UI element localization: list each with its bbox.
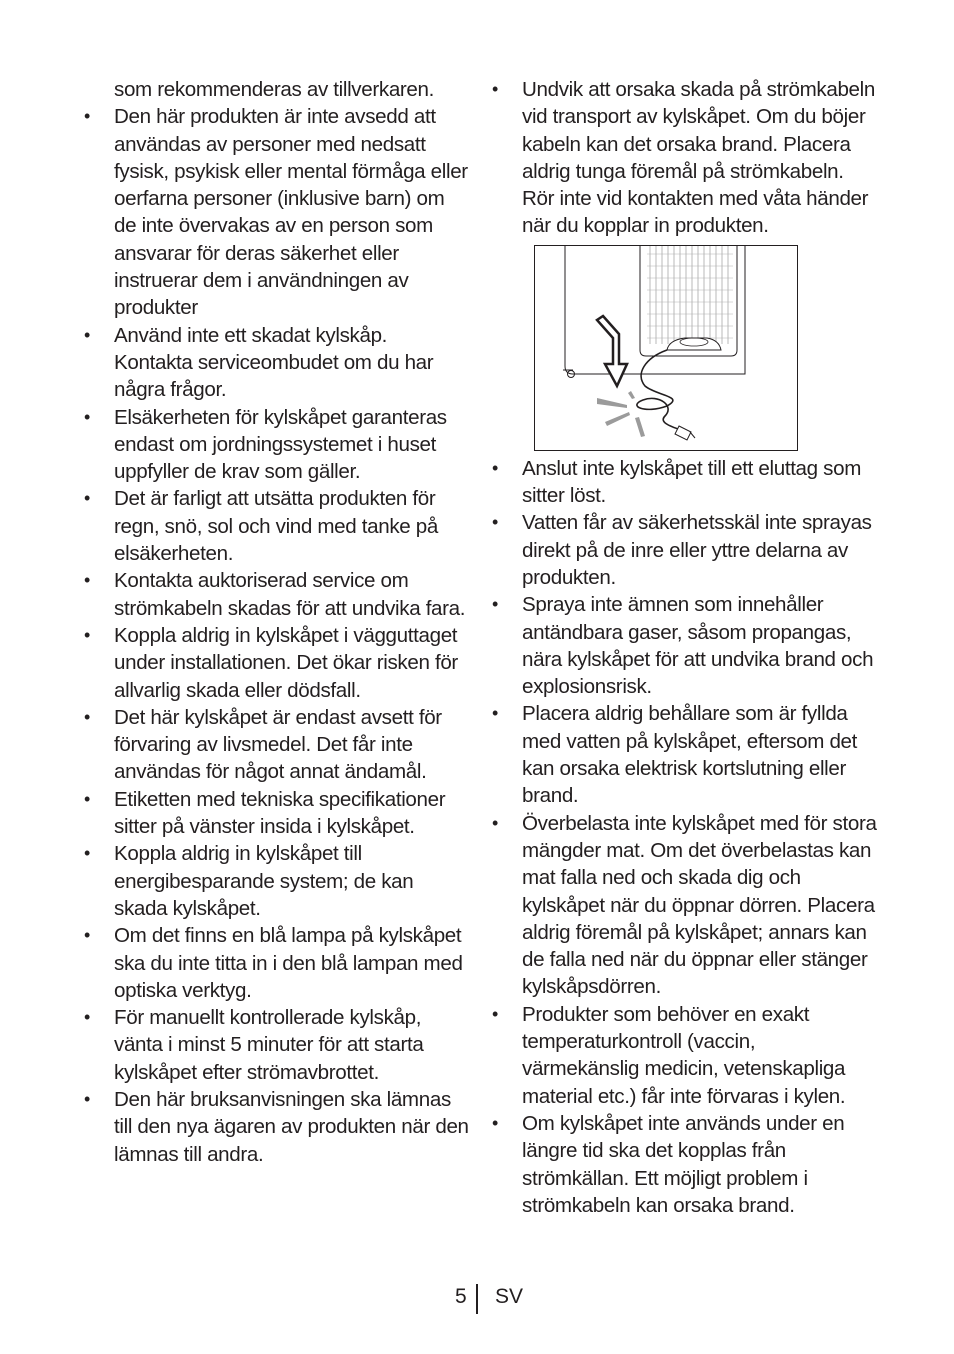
page-footer: [0, 1284, 954, 1316]
list-item-text: Produkter som behöver en exakt temperaturkontroll (vaccin, värmekänslig medicin, vetenskapliga material etc.) får inte förvaras i kylen.: [522, 1002, 846, 1108]
bullet-icon: •: [492, 1003, 498, 1024]
bullet-icon: •: [84, 843, 90, 864]
left-bullet-list: [84, 103, 469, 1168]
list-item-text: Koppla aldrig in kylskåpet i vägguttaget under installationen. Det ökar risken för allvarlig skada eller dödsfall.: [114, 623, 458, 702]
list-item: [492, 1001, 877, 1110]
footer-divider: [476, 1284, 478, 1314]
list-item: [492, 591, 877, 700]
bullet-icon: •: [84, 324, 90, 345]
list-item: [84, 1004, 469, 1086]
bullet-icon: •: [84, 106, 90, 127]
power-cable-illustration: [534, 245, 798, 451]
list-item-text: Överbelasta inte kylskåpet med för stora mängder mat. Om det överbelastas kan mat falla ned och skada dig och kylskåpet när du öppnar dörren. Placera aldrig föremål på kylskåpet; annars kan de falla ned när du öppnar eller stänger kylskåpsdörren.: [522, 811, 877, 999]
right-column: [492, 76, 877, 1219]
bullet-icon: •: [84, 706, 90, 727]
list-item-text: Undvik att orsaka skada på strömkabeln vid transport av kylskåpet. Om du böjer kabeln kan det orsaka brand. Placera aldrig tunga föremål på strömkabeln. Rör inte vid kontakten med våta händer när du kopplar in produkten.: [522, 78, 875, 238]
bullet-icon: •: [84, 488, 90, 509]
list-item: [84, 485, 469, 567]
left-column: [84, 76, 469, 1168]
bullet-icon: •: [84, 788, 90, 809]
list-item: [84, 567, 469, 622]
list-item: [492, 700, 877, 809]
right-bullet-list-bottom: [492, 455, 877, 1219]
list-item-text: Den här produkten är inte avsedd att användas av personer med nedsatt fysisk, psykisk eller mental förmåga eller oerfarna personer (inklusive barn) om de inte övervakas av en person som ansvarar för deras säkerhet eller instruerar dem i användningen av produkter: [114, 105, 468, 320]
list-item: [84, 704, 469, 786]
list-item: [84, 103, 469, 321]
bullet-icon: •: [84, 624, 90, 645]
list-item-text: Om kylskåpet inte används under en längre tid ska det kopplas från strömkällan. Ett möjligt problem i strömkabeln kan orsaka brand.: [522, 1111, 845, 1217]
list-item-text: Spraya inte ämnen som innehåller antändbara gaser, såsom propangas, nära kylskåpet för att undvika brand och explosionsrisk.: [522, 593, 874, 699]
bullet-icon: •: [492, 812, 498, 833]
list-item-text: Använd inte ett skadat kylskåp. Kontakta serviceombudet om du har några frågor.: [114, 323, 434, 402]
list-item: [84, 786, 469, 841]
list-item: [492, 810, 877, 1001]
list-item-text: Elsäkerheten för kylskåpet garanteras endast om jordningssystemet i huset uppfyller de krav som gäller.: [114, 405, 447, 484]
right-bullet-list-top: [492, 76, 877, 240]
list-item-text: Etiketten med tekniska specifikationer sitter på vänster insida i kylskåpet.: [114, 787, 446, 839]
list-item: [492, 509, 877, 591]
bullet-icon: •: [84, 1088, 90, 1109]
list-item-text: Anslut inte kylskåpet till ett eluttag som sitter löst.: [522, 456, 861, 508]
list-item-text: Placera aldrig behållare som är fyllda med vatten på kylskåpet, eftersom det kan orsaka elektrisk kortslutning eller brand.: [522, 702, 858, 808]
bullet-icon: •: [492, 1112, 498, 1133]
list-item-text: Kontakta auktoriserad service om strömkabeln skadas för att undvika fara.: [114, 569, 466, 620]
bullet-icon: •: [492, 703, 498, 724]
list-item: [84, 922, 469, 1004]
continued-text: som rekommenderas av tillverkaren.: [114, 78, 435, 101]
list-item: [84, 840, 469, 922]
list-item-text: För manuellt kontrollerade kylskåp, vänta i minst 5 minuter för att starta kylskåpet efter strömavbrottet.: [114, 1006, 424, 1084]
list-item-text: Det här kylskåpet är endast avsett för förvaring av livsmedel. Det får inte användas för något annat ändamål.: [114, 705, 442, 784]
list-item: [492, 76, 877, 240]
language-code: SV: [495, 1285, 524, 1308]
bullet-icon: •: [492, 594, 498, 615]
bullet-icon: •: [84, 1007, 90, 1028]
list-item: [84, 404, 469, 486]
list-item-text: Vatten får av säkerhetsskäl inte sprayas direkt på de inre eller yttre delarna av produkten.: [522, 511, 872, 589]
list-item: [492, 1110, 877, 1219]
bullet-icon: •: [84, 406, 90, 427]
bullet-icon: •: [492, 79, 498, 99]
bullet-icon: •: [84, 925, 90, 946]
list-item: [84, 1086, 469, 1168]
list-item: [84, 322, 469, 404]
fridge-back-power-cable-lightning-illustration-icon: [535, 246, 797, 450]
list-item-text: Om det finns en blå lampa på kylskåpet ska du inte titta in i den blå lampan med optiska verktyg.: [114, 924, 463, 1002]
bullet-icon: •: [84, 570, 90, 591]
list-item: [84, 622, 469, 704]
page-number: 5: [455, 1285, 467, 1308]
list-item-text: Det är farligt att utsätta produkten för regn, snö, sol och vind med tanke på elsäkerheten.: [114, 487, 438, 566]
list-item-text: Den här bruksanvisningen ska lämnas till den nya ägaren av produkten när den lämnas till andra.: [114, 1087, 469, 1166]
list-item: [492, 455, 877, 510]
bullet-icon: •: [492, 512, 498, 533]
list-item-text: Koppla aldrig in kylskåpet till energibesparande system; de kan skada kylskåpet.: [114, 842, 414, 920]
bullet-icon: •: [492, 457, 498, 478]
